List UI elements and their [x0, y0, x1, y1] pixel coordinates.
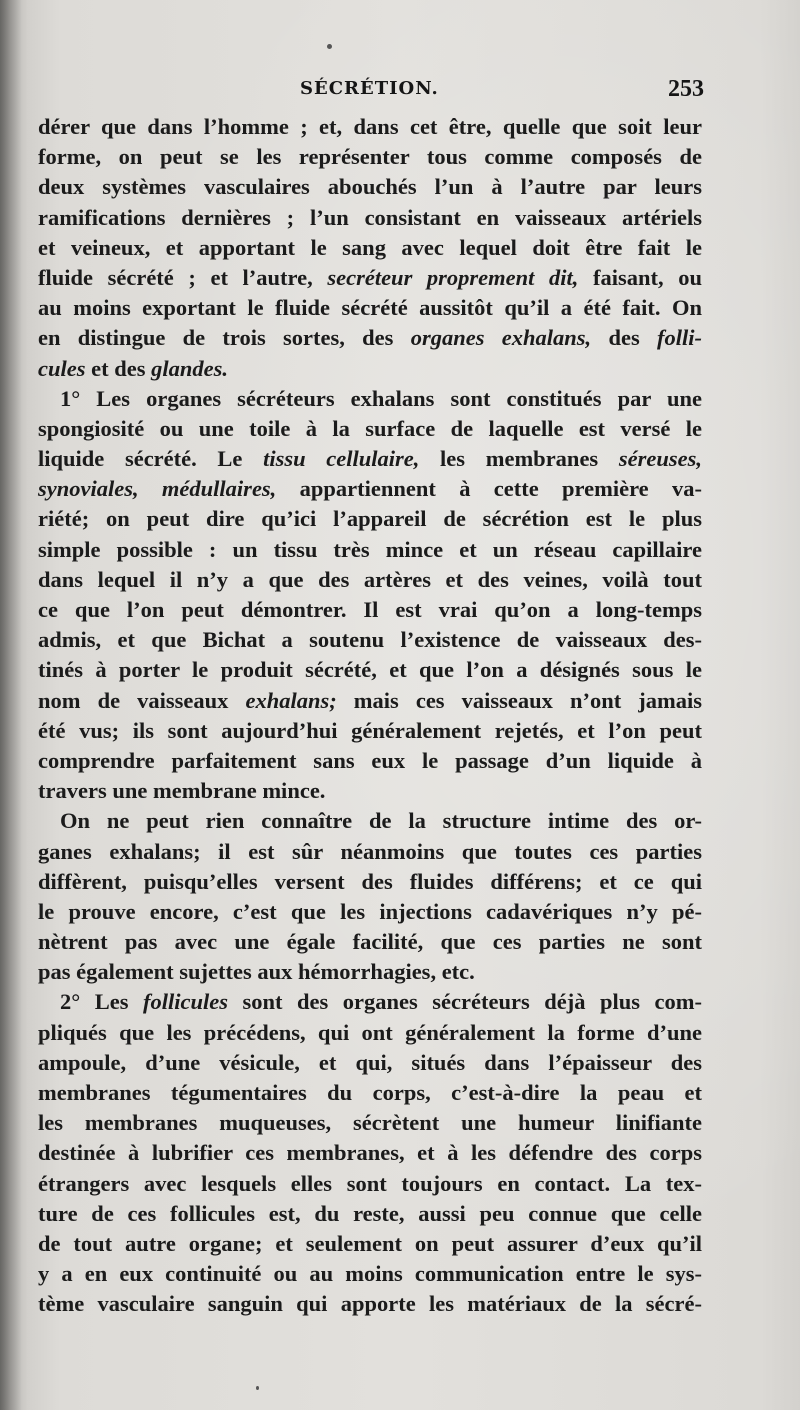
italic-term: séreuses,	[618, 446, 702, 472]
text-line: pas également sujettes aux hémorrhagies, etc.	[38, 959, 475, 985]
text-line: nom de vaisseaux exhalans; mais ces vaisseaux n’ont jamais	[38, 687, 702, 713]
italic-term: glandes.	[151, 355, 229, 381]
text-line: destinée à lubrifier ces membranes, et à les défendre des corps	[38, 1140, 702, 1166]
text-line: au moins exportant le fluide sécrété aussitôt qu’il a été fait. On	[38, 295, 702, 321]
italic-term: folli-	[657, 325, 702, 351]
italic-term: tissu cellulaire,	[263, 446, 420, 472]
text-line: nètrent pas avec une égale facilité, que ces parties ne sont	[38, 929, 702, 955]
text-line: été vus; ils sont aujourd’hui généralement rejetés, et l’on peut	[38, 717, 702, 743]
paragraph-start: On ne peut rien connaître de la structure intime des or-	[60, 808, 702, 834]
page-number: 253	[668, 76, 704, 102]
binding-shadow	[0, 0, 22, 1410]
text-line: dans lequel il n’y a que des artères et des veines, voilà tout	[38, 566, 702, 592]
text-line: y a en eux continuité ou au moins communication entre le sys-	[38, 1261, 702, 1287]
text-line: ture de ces follicules est, du reste, aussi peu connue que celle	[38, 1200, 702, 1226]
text-line: tème vasculaire sanguin qui apporte les matériaux de la sécré-	[38, 1291, 702, 1317]
text-line: comprendre parfaitement sans eux le passage d’un liquide à	[38, 747, 702, 773]
text-line: synoviales, médullaires, appartiennent à cette première va-	[38, 476, 702, 502]
text-line: pliqués que les précédens, qui ont généralement la forme d’une	[38, 1019, 702, 1045]
italic-term: organes exhalans,	[410, 325, 592, 351]
text-line: le prouve encore, c’est que les injections cadavériques n’y pé-	[38, 898, 702, 924]
text-line: de tout autre organe; et seulement on peut assurer d’eux qu’il	[38, 1230, 702, 1256]
text-line: fluide sécrété ; et l’autre, secréteur proprement dit, faisant, ou	[38, 264, 702, 290]
text-line: tinés à porter le produit sécrété, et que l’on a désignés sous le	[38, 657, 702, 683]
text-line: spongiosité ou une toile à la surface de laquelle est versé le	[38, 415, 702, 441]
text-line: deux systèmes vasculaires abouchés l’un à l’autre par leurs	[38, 174, 702, 200]
text-line: diffèrent, puisqu’elles versent des fluides différens; et ce qui	[38, 868, 702, 894]
text-line: simple possible : un tissu très mince et un réseau capillaire	[38, 536, 702, 562]
text-line: riété; on peut dire qu’ici l’appareil de sécrétion est le plus	[38, 506, 702, 532]
text-line: membranes tégumentaires du corps, c’est-à-dire la peau et	[38, 1080, 702, 1105]
italic-term: secréteur proprement dit,	[327, 264, 579, 290]
text-line: liquide sécrété. Le tissu cellulaire, les membranes séreuses,	[38, 446, 702, 472]
text-line: travers une membrane mince.	[38, 778, 326, 804]
text-line: admis, et que Bichat a soutenu l’existence de vaisseaux des-	[38, 627, 702, 653]
text-line: étrangers avec lesquels elles sont toujours en contact. La tex-	[38, 1170, 702, 1196]
text-line: cules et des glandes.	[38, 355, 229, 381]
text-line: ganes exhalans; il est sûr néanmoins que toutes ces parties	[38, 838, 702, 864]
text-line: ce que l’on peut démontrer. Il est vrai qu’on a long-temps	[38, 597, 702, 622]
italic-term: exhalans;	[245, 687, 337, 713]
paper-speck	[327, 44, 332, 49]
italic-term: synoviales, médullaires,	[38, 476, 277, 502]
paper-speck	[256, 1386, 259, 1390]
text-line: dérer que dans l’homme ; et, dans cet être, quelle que soit leur	[38, 114, 702, 139]
text-line: forme, on peut se les représenter tous comme composés de	[38, 144, 702, 170]
text-line: ramifications dernières ; l’un consistant en vaisseaux artériels	[38, 204, 702, 230]
text-line: les membranes muqueuses, sécrètent une humeur linifiante	[38, 1110, 702, 1136]
paragraph-start: 1° Les organes sécréteurs exhalans sont constitués par une	[60, 385, 702, 411]
running-title: SÉCRÉTION.	[300, 78, 439, 99]
italic-term: follicules	[143, 989, 229, 1015]
running-header	[38, 76, 704, 106]
text-line: en distingue de trois sortes, des organes exhalans, des folli-	[38, 325, 702, 351]
text-line: ampoule, d’une vésicule, et qui, situés dans l’épaisseur des	[38, 1049, 702, 1075]
italic-term: cules	[38, 355, 86, 381]
body-text	[38, 112, 702, 1320]
paragraph-start: 2° Les follicules sont des organes sécréteurs déjà plus com-	[60, 989, 702, 1015]
text-line: et veineux, et apportant le sang avec lequel doit être fait le	[38, 234, 702, 260]
